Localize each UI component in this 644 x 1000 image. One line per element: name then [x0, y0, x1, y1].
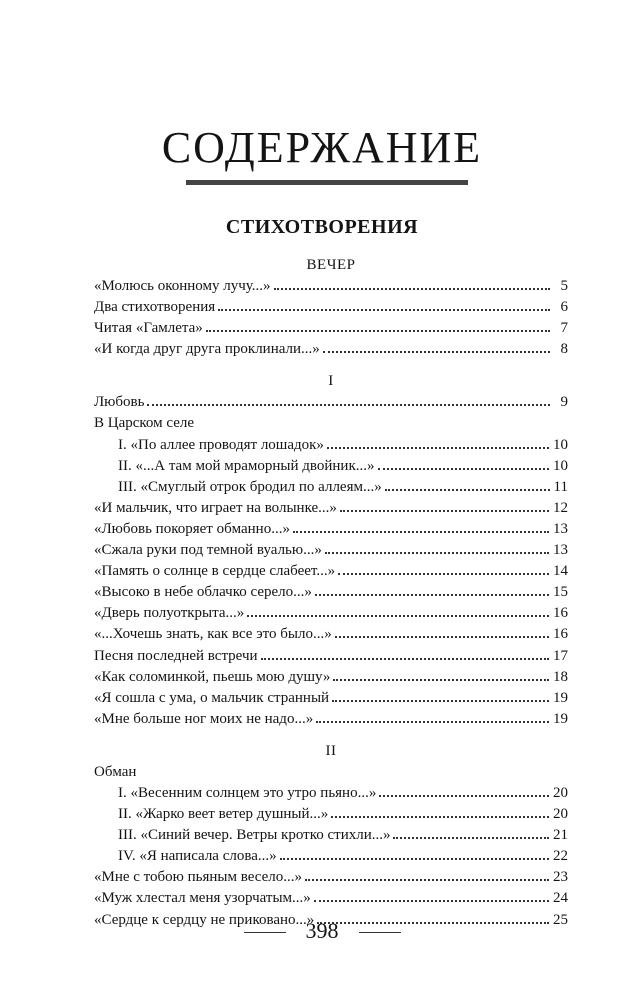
toc-entry[interactable]: [94, 540, 568, 561]
toc-entry[interactable]: [94, 435, 568, 456]
toc-subheading: [94, 413, 568, 434]
entry-page: 15: [553, 584, 568, 601]
dot-leader: [393, 837, 549, 839]
entry-page: 19: [553, 689, 568, 706]
toc-entry[interactable]: [94, 498, 568, 519]
entry-title: «Мне с тобою пьяным весело...»: [94, 869, 303, 886]
group-heading: ВЕЧЕР: [306, 257, 356, 273]
entry-page: 13: [553, 542, 568, 559]
entry-page: 23: [553, 869, 568, 886]
entry-title: «Как соломинкой, пьешь мою душу»: [94, 668, 331, 685]
entry-page: 10: [553, 436, 568, 453]
dot-leader: [385, 489, 550, 491]
entry-title: «Память о солнце в сердце слабеет...»: [94, 563, 336, 580]
toc-entry[interactable]: [94, 561, 568, 582]
entry-title: «...Хочешь знать, как все это было...»: [94, 626, 332, 643]
entry-page: 14: [553, 563, 568, 580]
page-number: 398: [305, 918, 339, 943]
dot-leader: [247, 615, 549, 617]
entry-page: 19: [553, 710, 568, 727]
entry-page: 25: [553, 911, 568, 928]
entry-page: 12: [553, 499, 568, 516]
entry-title: II. «Жарко веет ветер душный...»: [118, 806, 329, 823]
entry-page: 11: [553, 478, 568, 495]
entry-page: 16: [553, 605, 568, 622]
entry-title: В Царском селе: [94, 415, 195, 432]
toc-entry[interactable]: [94, 456, 568, 477]
footer-rule-left: [244, 932, 286, 933]
toc-entry[interactable]: [94, 825, 568, 846]
dot-leader: [323, 351, 550, 353]
entry-page: 8: [560, 341, 568, 358]
entry-title: «И мальчик, что играет на волынке...»: [94, 499, 337, 516]
entry-title: Обман: [94, 763, 137, 780]
entry-title: «Любовь покоряет обманно...»: [94, 520, 290, 537]
entry-title: «Я сошла с ума, о мальчик странный: [94, 689, 330, 706]
toc-entry[interactable]: [94, 783, 568, 804]
toc-entry[interactable]: [94, 392, 568, 413]
toc-entry[interactable]: [94, 603, 568, 624]
entry-title: Два стихотворения: [94, 299, 216, 316]
entry-page: 21: [553, 827, 568, 844]
dot-leader: [331, 816, 549, 818]
toc-entry[interactable]: [94, 867, 568, 888]
entry-page: 22: [553, 848, 568, 865]
dot-leader: [332, 700, 549, 702]
entry-title: «Мне больше ног моих не надо...»: [94, 710, 314, 727]
section-title: СТИХОТВОРЕНИЯ: [225, 216, 419, 238]
entry-page: 20: [553, 806, 568, 823]
page-footer: [0, 918, 644, 944]
entry-title: IV. «Я написала слова...»: [118, 848, 277, 865]
entry-title: «Дверь полуоткрыта...»: [94, 605, 245, 622]
entry-page: 18: [553, 668, 568, 685]
toc-entry[interactable]: [94, 297, 568, 318]
entry-title: Песня последней встречи: [94, 647, 258, 664]
group-heading: I: [328, 373, 334, 390]
dot-leader: [327, 447, 549, 449]
toc-entry[interactable]: [94, 688, 568, 709]
entry-title: «Сжала руки под темной вуалью...»: [94, 542, 322, 559]
toc-entry[interactable]: [94, 519, 568, 540]
dot-leader: [274, 288, 550, 290]
toc-subheading: [94, 762, 568, 783]
entry-title: III. «Смуглый отрок бродил по аллеям...»: [118, 478, 382, 495]
entry-page: 24: [553, 890, 568, 907]
toc-entry[interactable]: [94, 804, 568, 825]
entry-title: «Молюсь оконному лучу...»: [94, 278, 271, 294]
toc-entry[interactable]: [94, 646, 568, 667]
entry-title: «Сердце к сердцу не приковано...»: [94, 911, 315, 928]
dot-leader: [293, 531, 549, 533]
toc-entry[interactable]: [94, 276, 568, 297]
toc-entry[interactable]: [94, 582, 568, 603]
footer-rule-right: [359, 932, 401, 933]
dot-leader: [378, 468, 550, 470]
title-rule: [186, 180, 468, 185]
dot-leader: [147, 404, 550, 406]
toc-entry[interactable]: [94, 846, 568, 867]
dot-leader: [218, 309, 550, 311]
toc-entry[interactable]: [94, 667, 568, 688]
toc-entry[interactable]: [94, 318, 568, 339]
group-heading: II: [325, 742, 337, 759]
entry-title: «Высоко в небе облачко серело...»: [94, 584, 312, 601]
dot-leader: [315, 594, 549, 596]
entry-title: III. «Синий вечер. Ветры кротко стихли...»: [118, 827, 391, 844]
entry-page: 10: [553, 457, 568, 474]
entry-title: «И когда друг друга проклинали...»: [94, 341, 320, 358]
dot-leader: [261, 658, 549, 660]
entry-page: 7: [560, 320, 568, 337]
toc-entry[interactable]: [94, 339, 568, 360]
entry-page: 13: [553, 520, 568, 537]
entry-page: 20: [553, 784, 568, 801]
toc-entry[interactable]: [94, 888, 568, 909]
dot-leader: [206, 330, 550, 332]
table-of-contents: [94, 254, 568, 931]
entry-title: Любовь: [94, 394, 145, 411]
dot-leader: [340, 510, 549, 512]
toc-entry[interactable]: [94, 709, 568, 730]
entry-title: I. «По аллее проводят лошадок»: [118, 436, 324, 453]
entry-page: 6: [560, 299, 568, 316]
dot-leader: [333, 679, 549, 681]
entry-title: «Муж хлестал меня узорчатым...»: [94, 890, 311, 907]
dot-leader: [325, 552, 549, 554]
entry-page: 17: [553, 647, 568, 664]
entry-page: 9: [560, 394, 568, 411]
dot-leader: [314, 900, 549, 902]
page-title: СОДЕРЖАНИЕ: [161, 123, 483, 172]
dot-leader: [338, 573, 549, 575]
entry-title: Читая «Гамлета»: [94, 320, 203, 337]
entry-title: I. «Весенним солнцем это утро пьяно...»: [118, 784, 377, 801]
entry-title: II. «...А там мой мраморный двойник...»: [118, 457, 375, 474]
dot-leader: [280, 858, 549, 860]
dot-leader: [316, 721, 549, 723]
entry-page: 16: [553, 626, 568, 643]
entry-page: 5: [560, 278, 568, 294]
dot-leader: [305, 879, 549, 881]
toc-entry[interactable]: [94, 624, 568, 645]
dot-leader: [335, 636, 549, 638]
toc-entry[interactable]: [94, 477, 568, 498]
dot-leader: [379, 795, 549, 797]
